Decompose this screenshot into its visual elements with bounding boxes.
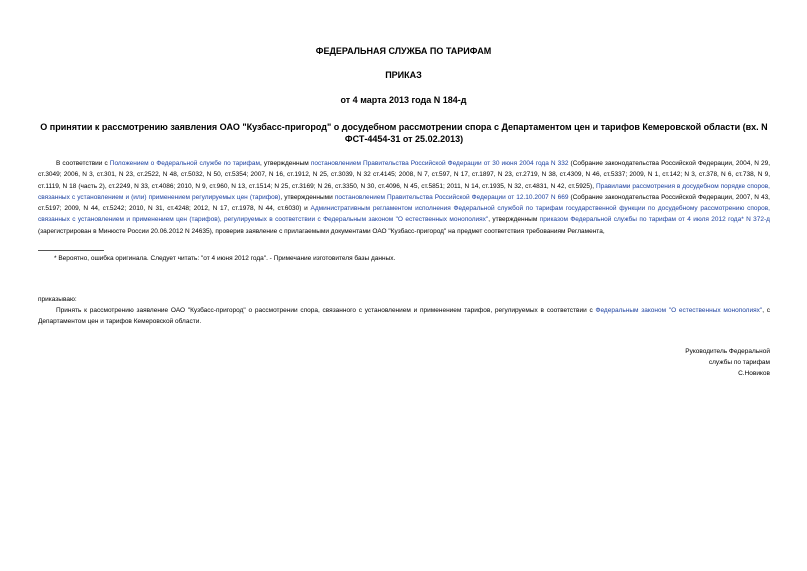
document-date: от 4 марта 2013 года N 184-д: [340, 95, 467, 105]
signature-agency: службы по тарифам: [708, 359, 770, 366]
link-government-resolution-332[interactable]: постановлением Правительства Российской Федерации от 30 июня 2004 года N 332: [310, 160, 569, 167]
link-government-resolution-669[interactable]: постановлением Правительства Российской Федерации от 12.10.2007 N 669: [334, 193, 569, 201]
preamble-text-5: (Собрание законодательства Российской Федерации, 2007, N 43, ст.5197; 2009, N 44, ст.5242; 2010, N 31, ст.4248; 2012, N 17, ст.1978, N 44, ст.6030) и: [38, 193, 770, 213]
document-title-line-1: О принятии к рассмотрению заявления ОАО "Кузбасс-пригород" о досудебном рассмотрении спора с Департаментом цен и тарифов Кемеровской области (вх. N: [40, 122, 768, 132]
link-dispute-rules[interactable]: Правилами рассмотрения в досудебном порядке споров, связанных с установлением и (или) применением регулируемых цен (тарифов): [38, 182, 770, 201]
link-fst-order-372[interactable]: приказом Федеральной службы по тарифам от 4 июля 2012 года* N 372-д: [539, 216, 770, 224]
agency-heading: ФЕДЕРАЛЬНАЯ СЛУЖБА ПО ТАРИФАМ: [315, 46, 492, 56]
preamble-paragraph: [38, 158, 770, 237]
document-type: ПРИКАЗ: [385, 70, 422, 80]
orders-label: приказываю:: [38, 296, 77, 303]
signature-block: [530, 346, 770, 379]
preamble-text-7: (зарегистрирован в Минюсте России 20.06.2012 N 24635), проверив заявление с прилагаемыми документами ОАО "Кузбасс-пригород" на предмет соответствия требованиям Регламента,: [38, 227, 605, 235]
preamble-text-6: , утвержденным: [488, 216, 540, 224]
link-natural-monopolies-law[interactable]: Федеральным законом "О естественных монополиях": [595, 307, 763, 314]
preamble-text-2: , утвержденным: [259, 160, 311, 167]
document-title-line-2: ФСТ-4454-31 от 25.02.2013): [344, 133, 464, 144]
document-title: [38, 122, 770, 145]
signature-position: Руководитель Федеральной: [685, 348, 770, 355]
footnote-divider: [38, 250, 104, 251]
signature-name: С.Новиков: [738, 370, 770, 377]
order-text-1: Принять к рассмотрению заявление ОАО "Кузбасс-пригород" о рассмотрении спора, связанного с установлением и применением тарифов, регулируемых в соответствии с: [56, 307, 596, 314]
link-regulation-fst[interactable]: Положением о Федеральной службе по тарифам: [109, 160, 260, 167]
preamble-text-4: , утвержденными: [280, 193, 335, 201]
link-administrative-regulation[interactable]: Административным регламентом исполнения Федеральной службой по тарифам государственной функции по досудебному рассмотрению споров, связанных с установлением и применением цен (тарифов), регулируемых в соответствии с Федеральным законом "О естественных монополиях": [38, 205, 770, 224]
order-text-2: , с Департаментом цен и тарифов Кемеровской области.: [38, 307, 771, 326]
preamble-text-3: (Собрание законодательства Российской Федерации, 2004, N 29, ст.3049; 2006, N 3, ст.301, N 23, ст.2522, N 48, ст.5032, N 50, ст.5354; 2007, N 16, ст.1912, N 25, ст.3039, N 32 ст.4145; 2008, N 7, ст.597, N 17, ст.1897, N 23, ст.2719, N 38, ст.4309, N 46, ст.5337; 2009, N 1, ст.142; N 3, ст.378, N 6, ст.738, N 9, ст.1119, N 18 (часть 2), ст.2249, N 33, ст.4086; 2010, N 9, ст.960, N 13, ст.1514; N 25, ст.3169; N 26, ст.3350, N 30, ст.4096, N 45, ст.5851; 2011, N 14, ст.1935, N 32, ст.4831, N 42, ст.5925),: [38, 160, 771, 190]
footnote: * Вероятно, ошибка оригинала. Следует читать: "от 4 июня 2012 года". - Примечание изготовителя базы данных.: [54, 255, 396, 262]
order-paragraph: [38, 305, 770, 328]
preamble-text-1: В соответствии с: [56, 160, 110, 167]
